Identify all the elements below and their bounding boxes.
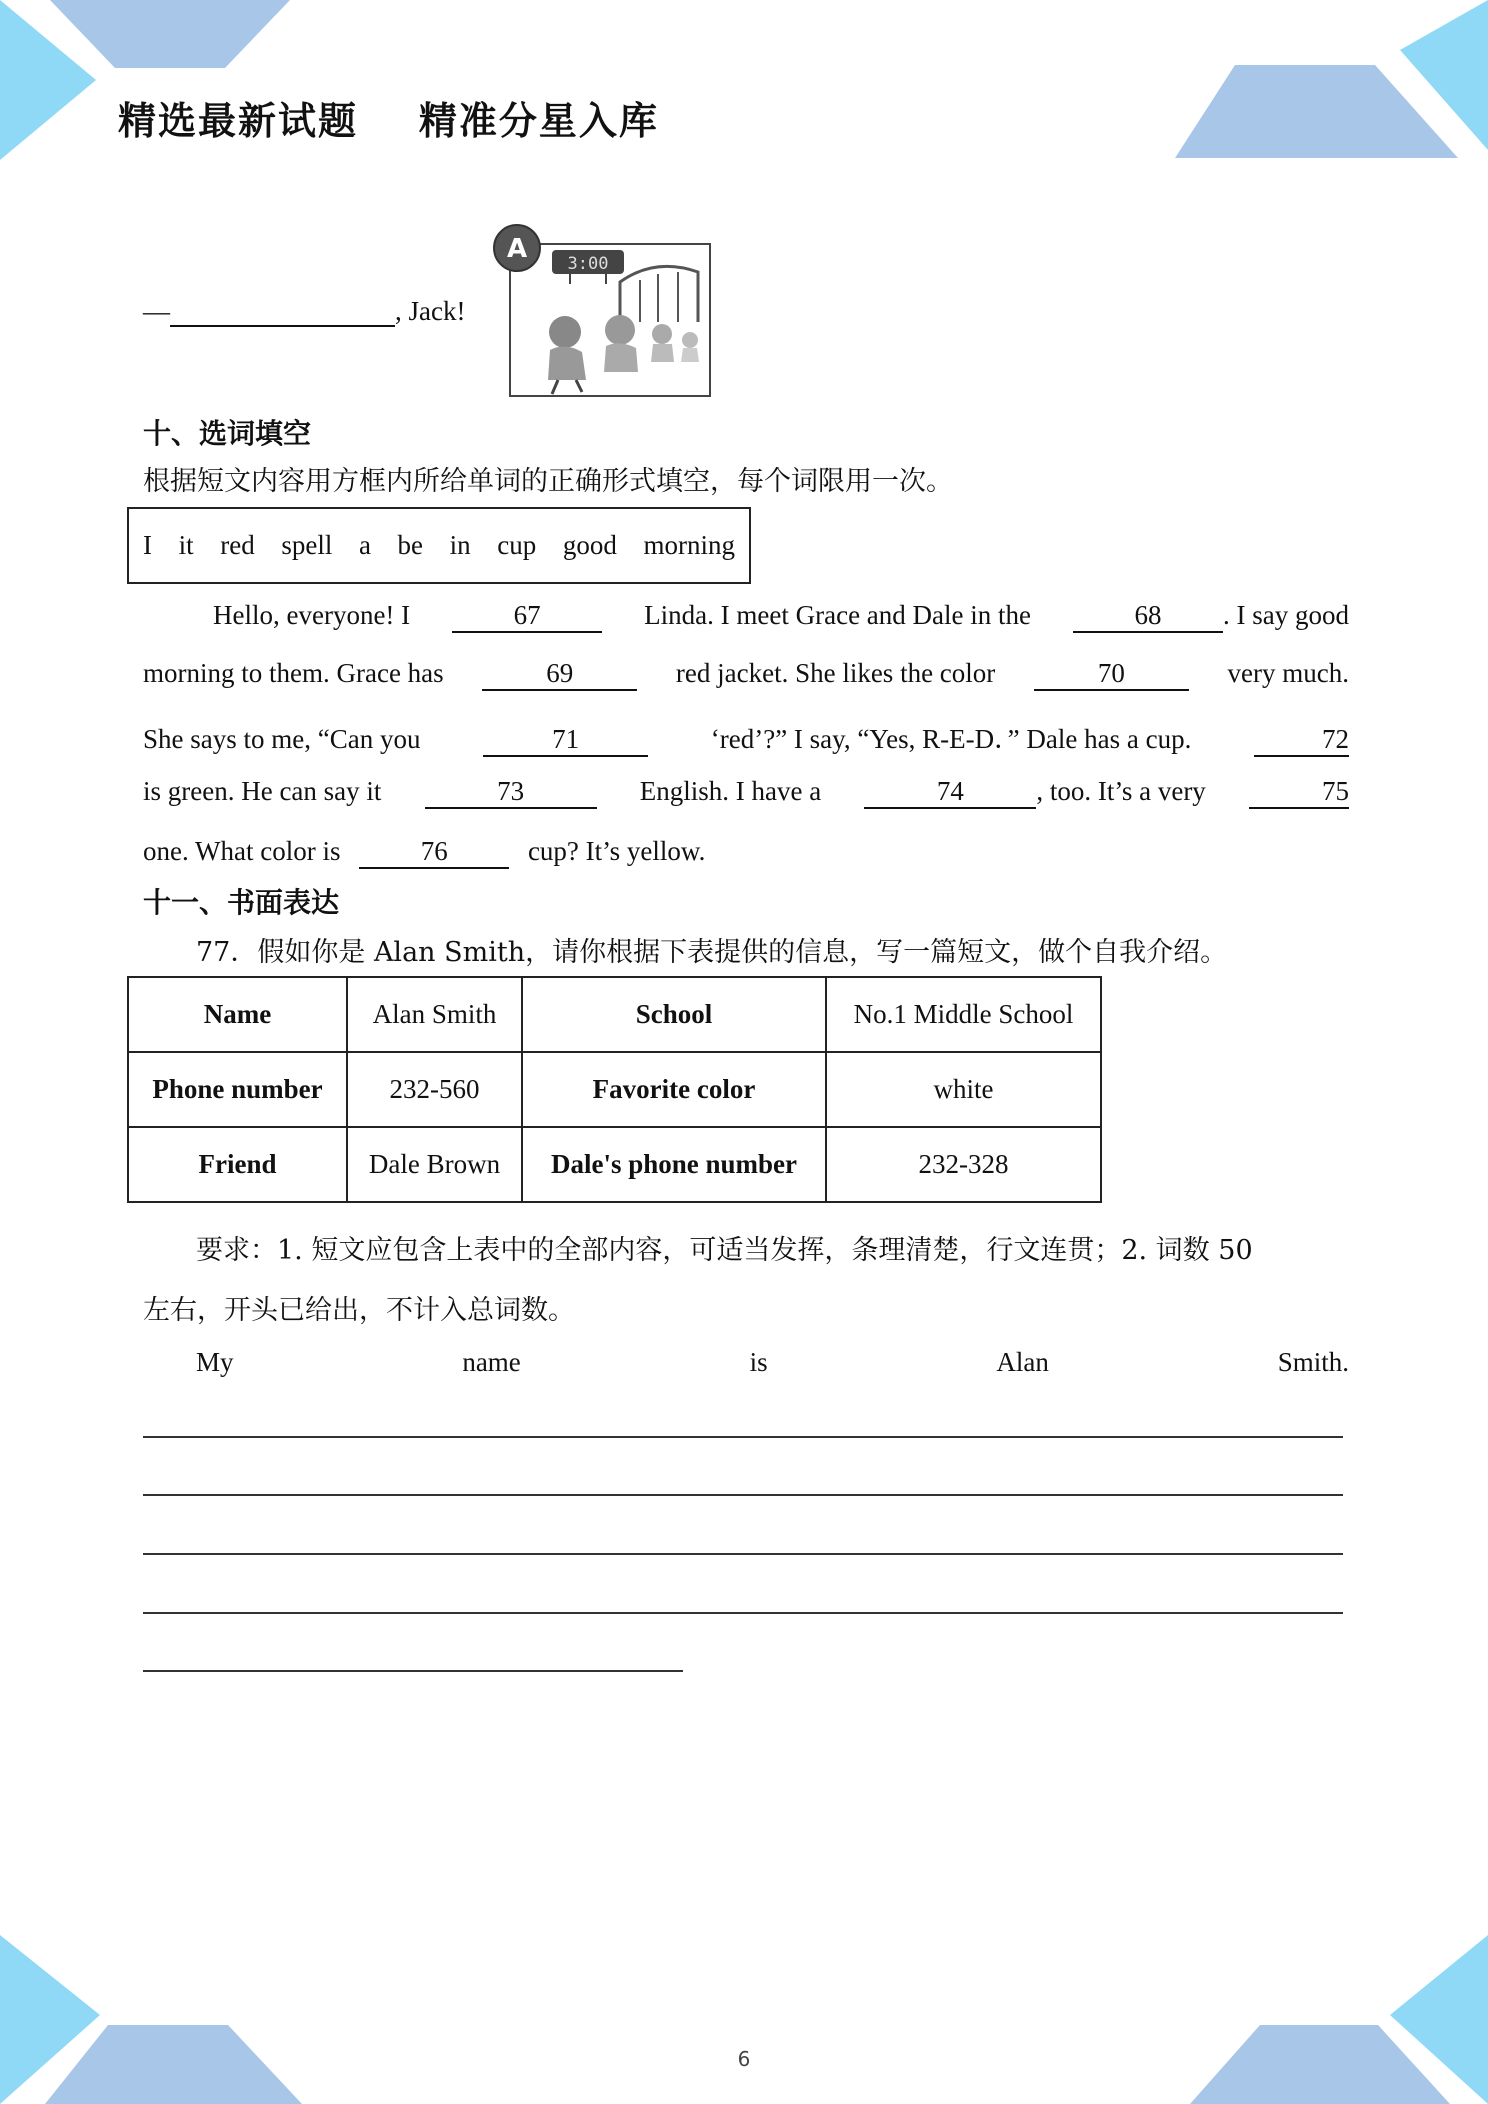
prev-question-tail: , Jack! bbox=[395, 296, 466, 326]
requirement-line-1: 要求：1. 短文应包含上表中的全部内容，可适当发挥，条理清楚，行文连贯；2. 词数 50 bbox=[196, 1235, 1253, 1266]
passage-text: very much. bbox=[1227, 658, 1349, 688]
blank-74: 74 bbox=[864, 777, 1036, 809]
dash: — bbox=[143, 296, 170, 326]
table-cell: No.1 Middle School bbox=[826, 977, 1101, 1052]
blank-72: 72 bbox=[1254, 725, 1349, 757]
opening-word: name bbox=[462, 1347, 521, 1377]
table-cell: Dale Brown bbox=[347, 1127, 522, 1202]
blank-68: 68 bbox=[1073, 601, 1223, 633]
blank-69: 69 bbox=[482, 659, 637, 691]
table-cell: Dale's phone number bbox=[522, 1127, 826, 1202]
passage-text: is green. He can say it bbox=[143, 776, 382, 806]
table-cell: Name bbox=[128, 977, 347, 1052]
table-cell: Alan Smith bbox=[347, 977, 522, 1052]
writing-line[interactable] bbox=[143, 1612, 1343, 1614]
table-row bbox=[128, 1052, 1101, 1127]
clock-sign-text: 3:00 bbox=[567, 254, 609, 274]
word-bank-item: a bbox=[358, 530, 371, 560]
passage-line-4 bbox=[143, 776, 1349, 809]
word-bank-item: morning bbox=[643, 530, 735, 560]
passage-text-group bbox=[864, 776, 1205, 809]
writing-prompt: 77．假如你是 Alan Smith，请你根据下表提供的信息，写一篇短文，做个自我介绍。 bbox=[196, 937, 1228, 968]
blank-70: 70 bbox=[1034, 659, 1189, 691]
passage-text: She says to me, “Can you bbox=[143, 724, 421, 754]
table-cell: School bbox=[522, 977, 826, 1052]
table-cell: Favorite color bbox=[522, 1052, 826, 1127]
table-row bbox=[128, 977, 1101, 1052]
table-cell: white bbox=[826, 1052, 1101, 1127]
writing-line[interactable] bbox=[143, 1670, 683, 1672]
section-11-title: 十一、书面表达 bbox=[143, 886, 340, 919]
passage-text: ‘red’?” I say, “Yes, R-E-D．” Dale has a cup. bbox=[710, 724, 1192, 754]
passage-text: , too. It’s a very bbox=[1036, 776, 1206, 806]
passage-text: English. I have a bbox=[639, 776, 822, 806]
section-10-instruction: 根据短文内容用方框内所给单词的正确形式填空，每个词限用一次。 bbox=[143, 466, 953, 497]
word-bank-box bbox=[127, 507, 751, 584]
word-bank-item: good bbox=[562, 530, 617, 560]
requirement-line-2: 左右，开头已给出，不计入总词数。 bbox=[143, 1295, 575, 1326]
passage-text: Hello, everyone! I bbox=[213, 600, 411, 630]
prev-question-line bbox=[143, 295, 465, 327]
word-bank-item: red bbox=[220, 530, 255, 560]
passage-line-5 bbox=[143, 835, 705, 869]
word-bank-item: I bbox=[143, 530, 152, 560]
picture-a-illustration bbox=[490, 222, 725, 400]
writing-line[interactable] bbox=[143, 1553, 1343, 1555]
table-cell: 232-560 bbox=[347, 1052, 522, 1127]
opening-word: Alan bbox=[996, 1347, 1049, 1377]
opening-sentence bbox=[196, 1347, 1349, 1378]
passage-text: . I say good bbox=[1223, 600, 1349, 630]
blank-73: 73 bbox=[425, 777, 597, 809]
passage-line-3 bbox=[143, 717, 1349, 757]
passage-text: cup? It’s yellow. bbox=[527, 836, 706, 866]
section-10-title: 十、选词填空 bbox=[143, 417, 312, 450]
opening-word: Smith. bbox=[1277, 1347, 1349, 1377]
blank-76: 76 bbox=[359, 837, 509, 869]
opening-word: is bbox=[749, 1347, 768, 1377]
writing-line[interactable] bbox=[143, 1436, 1343, 1438]
passage-text: Linda. I meet Grace and Dale in the bbox=[644, 600, 1031, 630]
blank-75: 75 bbox=[1249, 777, 1349, 809]
word-bank-item: in bbox=[449, 530, 471, 560]
passage-line-1 bbox=[213, 600, 1349, 633]
passage-text: one. What color is bbox=[143, 836, 341, 866]
passage-text-group bbox=[1073, 600, 1349, 633]
table-row bbox=[128, 1127, 1101, 1202]
writing-line[interactable] bbox=[143, 1494, 1343, 1496]
table-cell: 232-328 bbox=[826, 1127, 1101, 1202]
word-bank-item: spell bbox=[281, 530, 333, 560]
blank-71: 71 bbox=[483, 725, 648, 757]
header-title: 精选最新试题 精准分星入库 bbox=[118, 99, 659, 143]
table-cell: Phone number bbox=[128, 1052, 347, 1127]
badge-letter: A bbox=[506, 234, 528, 264]
table-cell: Friend bbox=[128, 1127, 347, 1202]
blank-67: 67 bbox=[452, 601, 602, 633]
corner-trapezoid-top-right bbox=[1175, 65, 1458, 158]
word-bank-item: cup bbox=[497, 530, 537, 560]
passage-line-2 bbox=[143, 658, 1349, 691]
word-bank-item: it bbox=[178, 530, 194, 560]
opening-word: My bbox=[196, 1347, 234, 1377]
word-bank-item: be bbox=[397, 530, 424, 560]
corner-trapezoid-top-left bbox=[50, 0, 290, 68]
page-number: 6 bbox=[737, 2047, 751, 2071]
answer-blank bbox=[170, 297, 395, 327]
passage-text: red jacket. She likes the color bbox=[675, 658, 996, 688]
info-table bbox=[127, 976, 1102, 1203]
passage-text: morning to them. Grace has bbox=[143, 658, 444, 688]
